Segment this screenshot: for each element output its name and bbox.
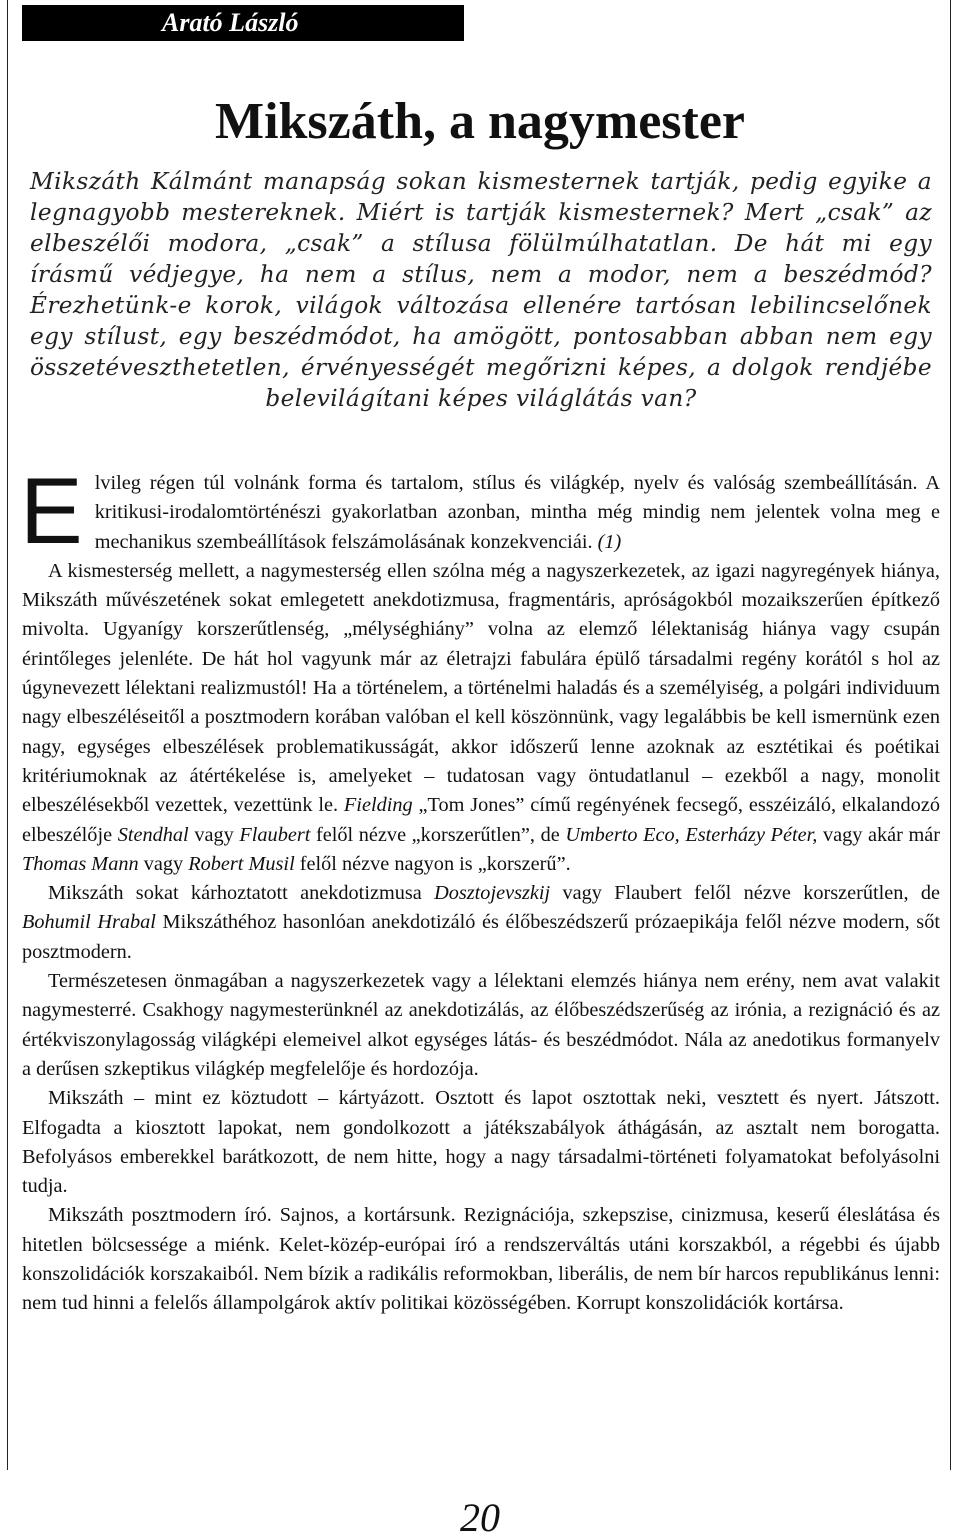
paragraph-1-text: lvileg régen túl volnánk forma és tartalom, stílus és világkép, nyelv és valóság szembeállításán. A kritikusi-irodalomtörténészi gyakorlatban azonban, mintha még mindig nem jelentek volna meg e mechanikus szembeállítások felszámolásának konzekvenciái. bbox=[94, 472, 940, 553]
author-reference: Thomas Mann bbox=[22, 852, 139, 875]
author-reference: Fielding bbox=[343, 794, 413, 817]
footnote-reference: (1) bbox=[597, 530, 622, 553]
article-title: Mikszáth, a nagymester bbox=[214, 93, 746, 150]
author-reference: Robert Musil bbox=[188, 852, 295, 875]
paragraph-2-text: „Tom Jones” című regényének fecsegő, esszéizáló, elkalandozó elbeszélője bbox=[22, 794, 940, 846]
paragraph-1 bbox=[20, 458, 940, 563]
paragraph-3-text: vagy Flaubert felől nézve korszerűtlen, de bbox=[562, 882, 940, 905]
paragraph-2-text: vagy bbox=[194, 823, 234, 846]
paragraph-5: Mikszáth – mint ez köztudott – kártyázott. Osztott és lapot osztottak neki, vesztett és nyert. Játszott. Elfogadta a kiosztott lapokat, nem gondolkozott a játékszabályok áthágásán, az asztalt nem borogatta. Befolyásos emberekkel barátkozott, de nem hitte, hogy a nagy társadalmi-történeti folyamatokat befolyásolni tudja. bbox=[22, 1087, 940, 1198]
paragraph-2-text: felől nézve „korszerűtlen”, de bbox=[316, 823, 560, 846]
article-body bbox=[20, 458, 941, 1319]
page-number: 20 bbox=[460, 1495, 500, 1540]
paragraph-3-text: Mikszáthéhoz hasonlóan anekdotizáló és élőbeszédszerű prózaepikája felől nézve modern, sőt posztmodern. bbox=[22, 911, 940, 963]
paragraph-2-text: A kismesterség mellett, a nagymesterség ellen szólna még a nagyszerkezetek, az igazi nagyregények hiánya, Mikszáth művészetének sokat emlegetett anekdotizmusa, fragmentáris, apróságokból mozaikszerűen építkező mivolta. Ugyanígy korszerűtlenség, „mélységhiány” volna az elemző lélektaniság hiánya vagy csupán érintőleges jelenléte. De hát hol vagyunk már az életrajzi fabulára épülő társadalmi regény korától s hol az úgynevezett lélektani realizmustól! Ha a történelem, a történelmi haladás és a személyiség, a polgári individuum nagy elbeszéléseitől a posztmodern korában valóban el kell köszönnünk, vagy legalábbis be kell ismernünk ezen nagy, egységes elbeszélések problematikusságát, akkor időszerű lenne azoknak az esztétikai és poétikai kritériumoknak az átértékelése is, amelyeket – tudatosan vagy öntudatlanul – ezekből a nagy, monolit elbeszélésekből vezettek, vezettünk le. bbox=[22, 559, 940, 817]
author-reference: Stendhal bbox=[117, 823, 189, 846]
author-reference: Flaubert bbox=[239, 823, 311, 846]
right-margin-rule bbox=[950, 0, 951, 1470]
paragraph-2-text: vagy akár már bbox=[822, 823, 941, 846]
paragraph-2 bbox=[22, 557, 940, 879]
paragraph-2-text: vagy bbox=[143, 852, 184, 875]
left-margin-rule bbox=[7, 0, 8, 1470]
paragraph-3-text: Mikszáth sokat kárhoztatott anekdotizmusa bbox=[48, 882, 422, 905]
author-reference: Bohumil Hrabal bbox=[22, 911, 156, 934]
paragraph-6: Mikszáth posztmodern író. Sajnos, a kortársunk. Rezignációja, szkepszise, cinizmusa, keserű éleslátása és hitetlen bölcsessége a miénk. Kelet-közép-európai író a rendszerváltás utáni korszakból, a régebbi és újabb konszolidációk korszakaiból. Nem bízik a radikális reformokban, liberális, de nem bír harcos republikánus lenni: nem tud hinni a felelős állampolgárok aktív politikai közösségében. Korrupt konszolidációk kortársa. bbox=[22, 1204, 940, 1315]
author-reference: Dosztojevszkij bbox=[434, 882, 551, 905]
author-header-bar bbox=[22, 5, 464, 41]
author-name: Arató László bbox=[162, 8, 299, 37]
author-reference: Umberto Eco, Esterházy Péter, bbox=[565, 823, 818, 846]
article-abstract: Mikszáth Kálmánt manapság sokan kismesternek tartják, pedig egyike a legnagyobb mestereknek. Miért is tartják kismesternek? Mert „csak” az elbeszélői modora, „csak” a stílusa fölülmúlhatatlan. De hát mi egy írásmű védjegye, ha nem a stílus, nem a modor, nem a beszédmód? Érezhetünk-e korok, világok változása ellenére tartósan lebilincselőnek egy stílust, egy beszédmódot, ha amögött, pontosabban abban nem egy összetéveszthetetlen, érvényességét megőrizni képes, a dolgok rendjébe belevilágítani képes világlátás van? bbox=[30, 168, 932, 412]
paragraph-4: Természetesen önmagában a nagyszerkezetek vagy a lélektani elemzés hiánya nem erény, nem avat valakit nagymesterré. Csakhogy nagymesterünknél az anekdotizálás, az élőbeszédszerűség az irónia, a rezignáció és az értékviszonylagosság világképi elemeivel alkot egységes látás- és beszédmódot. Nála az anedotikus formanyelv a derűsen szkeptikus világkép megfelelője és hordozója. bbox=[22, 970, 940, 1080]
drop-cap: E bbox=[20, 458, 83, 563]
paragraph-2-text: felől nézve nagyon is „korszerű”. bbox=[299, 852, 571, 875]
paragraph-3 bbox=[22, 879, 940, 967]
